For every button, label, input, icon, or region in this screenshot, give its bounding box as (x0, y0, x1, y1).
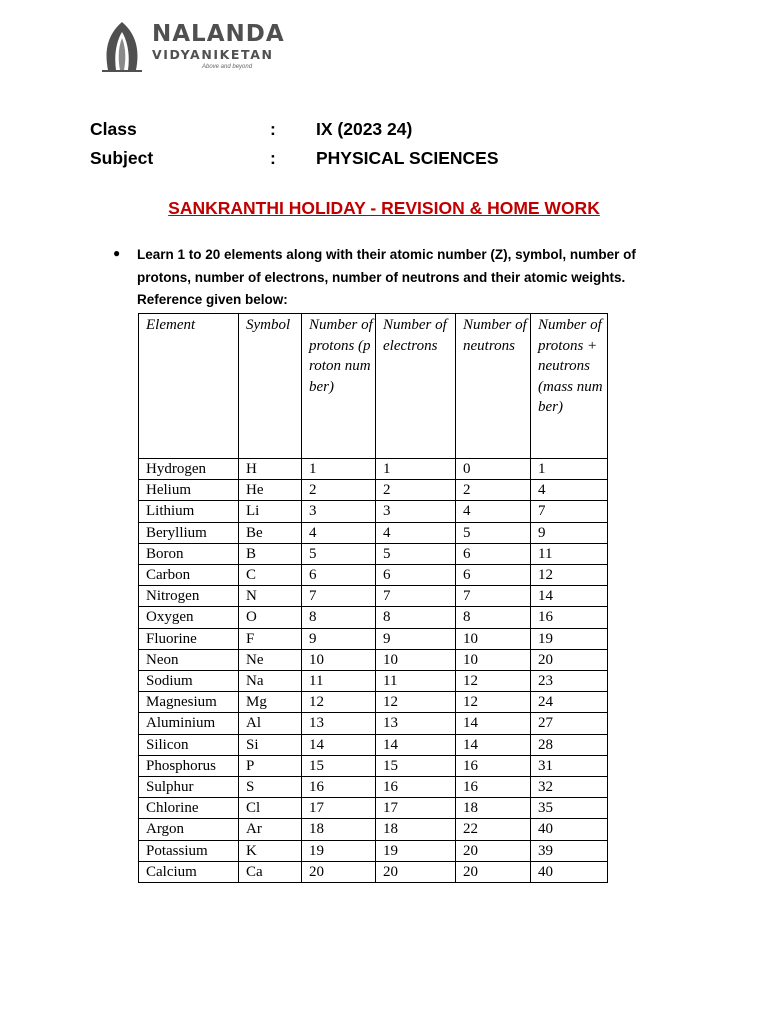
page-title: SANKRANTHI HOLIDAY - REVISION & HOME WORK (168, 198, 600, 218)
table-cell: 10 (456, 649, 531, 670)
table-cell: 15 (302, 755, 376, 776)
table-cell: 4 (531, 480, 608, 501)
table-cell: S (239, 777, 302, 798)
table-row (139, 628, 608, 649)
table-cell: 11 (531, 543, 608, 564)
table-cell: 14 (302, 734, 376, 755)
table-cell: 1 (376, 459, 456, 480)
table-cell: Phosphorus (139, 755, 239, 776)
table-cell: 19 (376, 840, 456, 861)
table-cell: 4 (302, 522, 376, 543)
table-cell: 6 (376, 565, 456, 586)
table-cell: Fluorine (139, 628, 239, 649)
table-cell: 11 (376, 671, 456, 692)
table-cell: Potassium (139, 840, 239, 861)
table-cell: 2 (456, 480, 531, 501)
table-cell: 7 (302, 586, 376, 607)
table-cell: 10 (376, 649, 456, 670)
table-cell: N (239, 586, 302, 607)
table-cell: 8 (376, 607, 456, 628)
table-cell: Ne (239, 649, 302, 670)
table-row (139, 649, 608, 670)
table-cell: 12 (302, 692, 376, 713)
bullet-icon: ● (113, 246, 121, 260)
table-row (139, 777, 608, 798)
logo-tagline: Above and beyond (202, 64, 253, 70)
school-logo (98, 20, 288, 72)
table-cell: 9 (376, 628, 456, 649)
table-cell: 17 (376, 798, 456, 819)
table-cell: 6 (456, 543, 531, 564)
table-cell: 11 (302, 671, 376, 692)
subject-separator: : (270, 148, 276, 168)
table-cell: 14 (376, 734, 456, 755)
table-cell: 7 (376, 586, 456, 607)
table-row (139, 671, 608, 692)
elements-table (138, 313, 608, 883)
table-cell: 2 (376, 480, 456, 501)
table-cell: 32 (531, 777, 608, 798)
table-cell: Ca (239, 861, 302, 882)
column-header: Number of protons + neutrons (mass number) (531, 314, 608, 459)
table-cell: Al (239, 713, 302, 734)
table-cell: 16 (456, 777, 531, 798)
table-cell: 17 (302, 798, 376, 819)
table-cell: 10 (456, 628, 531, 649)
table-cell: 3 (376, 501, 456, 522)
table-row (139, 543, 608, 564)
table-row (139, 586, 608, 607)
table-cell: 20 (456, 861, 531, 882)
table-cell: 16 (531, 607, 608, 628)
column-header: Symbol (239, 314, 302, 459)
table-cell: 8 (456, 607, 531, 628)
table-cell: 15 (376, 755, 456, 776)
table-cell: Mg (239, 692, 302, 713)
table-cell: Hydrogen (139, 459, 239, 480)
table-cell: 2 (302, 480, 376, 501)
table-cell: 3 (302, 501, 376, 522)
table-row (139, 522, 608, 543)
table-cell: Beryllium (139, 522, 239, 543)
table-cell: 7 (531, 501, 608, 522)
table-cell: 12 (531, 565, 608, 586)
table-cell: 1 (531, 459, 608, 480)
column-header: Number of protons (proton number) (302, 314, 376, 459)
table-cell: 8 (302, 607, 376, 628)
class-separator: : (270, 119, 276, 139)
table-row (139, 734, 608, 755)
table-cell: 20 (376, 861, 456, 882)
table-cell: 14 (456, 734, 531, 755)
table-cell: 16 (302, 777, 376, 798)
table-cell: 31 (531, 755, 608, 776)
column-header: Element (139, 314, 239, 459)
table-cell: 16 (376, 777, 456, 798)
table-cell: 0 (456, 459, 531, 480)
table-cell: 16 (456, 755, 531, 776)
table-cell: Si (239, 734, 302, 755)
table-cell: 40 (531, 819, 608, 840)
table-cell: 13 (376, 713, 456, 734)
table-cell: 1 (302, 459, 376, 480)
table-cell: 5 (456, 522, 531, 543)
table-cell: 13 (302, 713, 376, 734)
table-cell: 24 (531, 692, 608, 713)
table-cell: 12 (456, 671, 531, 692)
table-header-row (139, 314, 608, 459)
class-value: IX (2023 24) (316, 119, 413, 139)
table-cell: 20 (456, 840, 531, 861)
table-cell: 18 (456, 798, 531, 819)
table-cell: 18 (302, 819, 376, 840)
table-row (139, 819, 608, 840)
logo-subtitle: VIDYANIKETAN (152, 47, 274, 62)
table-cell: Magnesium (139, 692, 239, 713)
table-cell: 20 (302, 861, 376, 882)
table-cell: Ar (239, 819, 302, 840)
table-cell: Be (239, 522, 302, 543)
table-cell: Li (239, 501, 302, 522)
table-row (139, 713, 608, 734)
subject-value: PHYSICAL SCIENCES (316, 148, 499, 168)
table-cell: 28 (531, 734, 608, 755)
table-cell: Neon (139, 649, 239, 670)
table-cell: 22 (456, 819, 531, 840)
table-cell: 20 (531, 649, 608, 670)
table-cell: 35 (531, 798, 608, 819)
table-cell: 5 (302, 543, 376, 564)
table-cell: He (239, 480, 302, 501)
table-cell: 19 (531, 628, 608, 649)
table-cell: Na (239, 671, 302, 692)
table-row (139, 607, 608, 628)
table-cell: 6 (302, 565, 376, 586)
table-cell: Cl (239, 798, 302, 819)
table-cell: K (239, 840, 302, 861)
nalanda-emblem-icon (98, 20, 146, 72)
table-cell: C (239, 565, 302, 586)
table-cell: 9 (302, 628, 376, 649)
table-cell: 39 (531, 840, 608, 861)
instruction-text: Learn 1 to 20 elements along with their atomic number (Z), symbol, number of protons, number of electrons, number of neutrons and their atomic weights. Reference given below: (137, 247, 636, 307)
table-row (139, 840, 608, 861)
column-header: Number of neutrons (456, 314, 531, 459)
table-cell: 5 (376, 543, 456, 564)
table-cell: Oxygen (139, 607, 239, 628)
table-cell: Calcium (139, 861, 239, 882)
table-cell: 9 (531, 522, 608, 543)
table-cell: Lithium (139, 501, 239, 522)
table-cell: 4 (456, 501, 531, 522)
table-cell: 14 (456, 713, 531, 734)
subject-label: Subject (90, 148, 154, 168)
table-cell: Silicon (139, 734, 239, 755)
table-cell: Carbon (139, 565, 239, 586)
table-cell: Helium (139, 480, 239, 501)
table-cell: 6 (456, 565, 531, 586)
table-cell: 7 (456, 586, 531, 607)
table-row (139, 861, 608, 882)
table-cell: Sodium (139, 671, 239, 692)
table-cell: 19 (302, 840, 376, 861)
table-cell: P (239, 755, 302, 776)
table-cell: 12 (376, 692, 456, 713)
table-cell: 4 (376, 522, 456, 543)
table-cell: Chlorine (139, 798, 239, 819)
table-row (139, 501, 608, 522)
logo-title: NALANDA (152, 21, 285, 47)
table-cell: F (239, 628, 302, 649)
table-cell: O (239, 607, 302, 628)
table-cell: Sulphur (139, 777, 239, 798)
table-cell: 10 (302, 649, 376, 670)
table-row (139, 459, 608, 480)
class-label: Class (90, 119, 137, 139)
column-header: Number of electrons (376, 314, 456, 459)
table-cell: Nitrogen (139, 586, 239, 607)
table-cell: Argon (139, 819, 239, 840)
table-cell: 40 (531, 861, 608, 882)
table-cell: 14 (531, 586, 608, 607)
table-cell: H (239, 459, 302, 480)
table-row (139, 565, 608, 586)
table-cell: Aluminium (139, 713, 239, 734)
table-row (139, 480, 608, 501)
table-cell: 27 (531, 713, 608, 734)
table-cell: 23 (531, 671, 608, 692)
table-cell: Boron (139, 543, 239, 564)
table-row (139, 755, 608, 776)
table-cell: 12 (456, 692, 531, 713)
table-cell: B (239, 543, 302, 564)
table-row (139, 798, 608, 819)
table-row (139, 692, 608, 713)
table-cell: 18 (376, 819, 456, 840)
table-body (139, 459, 608, 883)
